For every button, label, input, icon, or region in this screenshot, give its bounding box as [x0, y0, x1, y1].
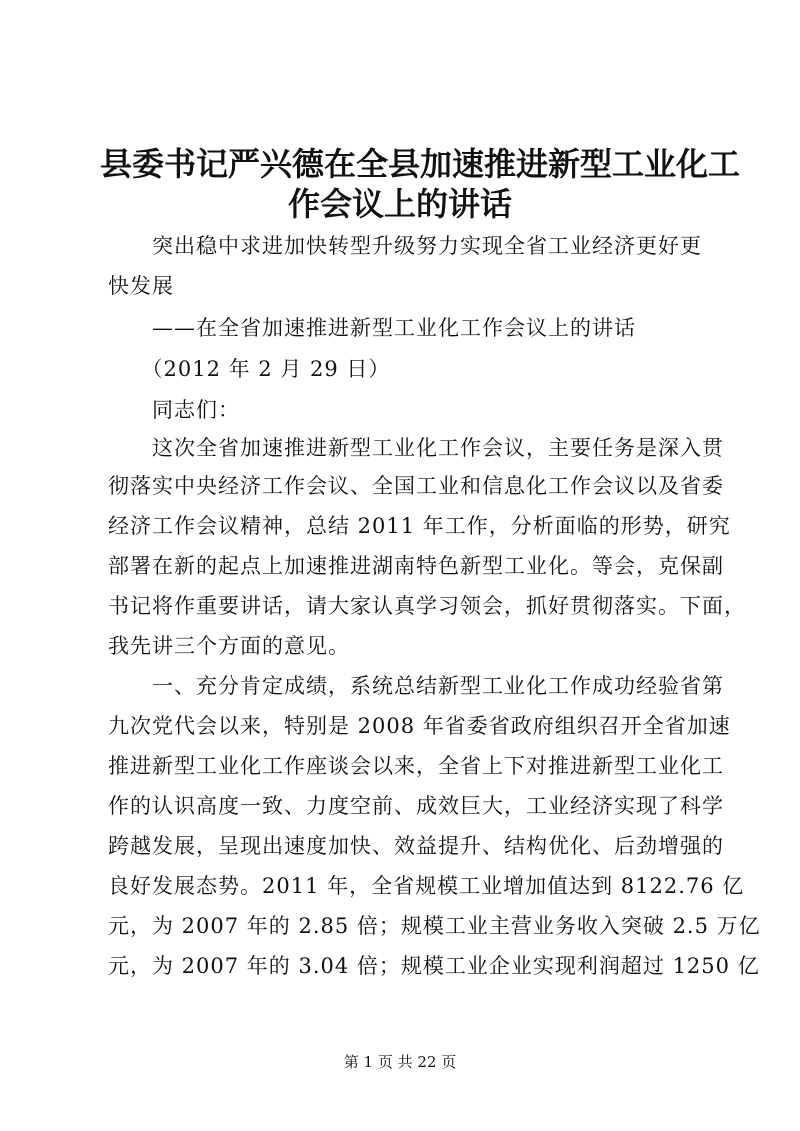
body-line: 作的认识高度一致、力度空前、成效巨大，工业经济实现了科学 [108, 794, 724, 818]
document-title-line-2: 作会议上的讲话 [287, 185, 512, 223]
page-number-footer: 第 1 页 共 22 页 [343, 1053, 457, 1071]
body-line: 突出稳中求进加快转型升级努力实现全省工业经济更好更 [108, 234, 702, 258]
body-line: （2012 年 2 月 29 日） [108, 357, 391, 381]
body-line: 一、充分肯定成绩，系统总结新型工业化工作成功经验省第 [108, 674, 724, 698]
body-line: 书记将作重要讲话，请大家认真学习领会，抓好贯彻落实。下面， [108, 594, 746, 618]
body-line: 快发展 [108, 274, 174, 298]
body-line: 推进新型工业化工作座谈会以来，全省上下对推进新型工业化工 [108, 754, 724, 778]
body-line: 同志们： [108, 398, 240, 422]
body-line: 良好发展态势。2011 年，全省规模工业增加值达到 8122.76 亿 [108, 874, 745, 898]
body-line: 跨越发展，呈现出速度加快、效益提升、结构优化、后劲增强的 [108, 834, 724, 858]
body-line: 我先讲三个方面的意见。 [108, 634, 350, 658]
body-line: 元，为 2007 年的 2.85 倍；规模工业主营业务收入突破 2.5 万亿 [108, 914, 761, 938]
body-line: 部署在新的起点上加速推进湖南特色新型工业化。等会，克保副 [108, 554, 724, 578]
body-line: 元，为 2007 年的 3.04 倍；规模工业企业实现利润超过 1250 亿 [108, 954, 760, 978]
document-title-line-1: 县委书记严兴德在全县加速推进新型工业化工 [100, 145, 741, 183]
body-line: 九次党代会以来，特别是 2008 年省委省政府组织召开全省加速 [108, 714, 731, 738]
body-line: ——在全省加速推进新型工业化工作会议上的讲话 [108, 316, 636, 340]
body-line: 彻落实中央经济工作会议、全国工业和信息化工作会议以及省委 [108, 474, 724, 498]
body-line: 这次全省加速推进新型工业化工作会议，主要任务是深入贯 [108, 436, 724, 460]
body-line: 经济工作会议精神，总结 2011 年工作，分析面临的形势，研究 [108, 514, 731, 538]
